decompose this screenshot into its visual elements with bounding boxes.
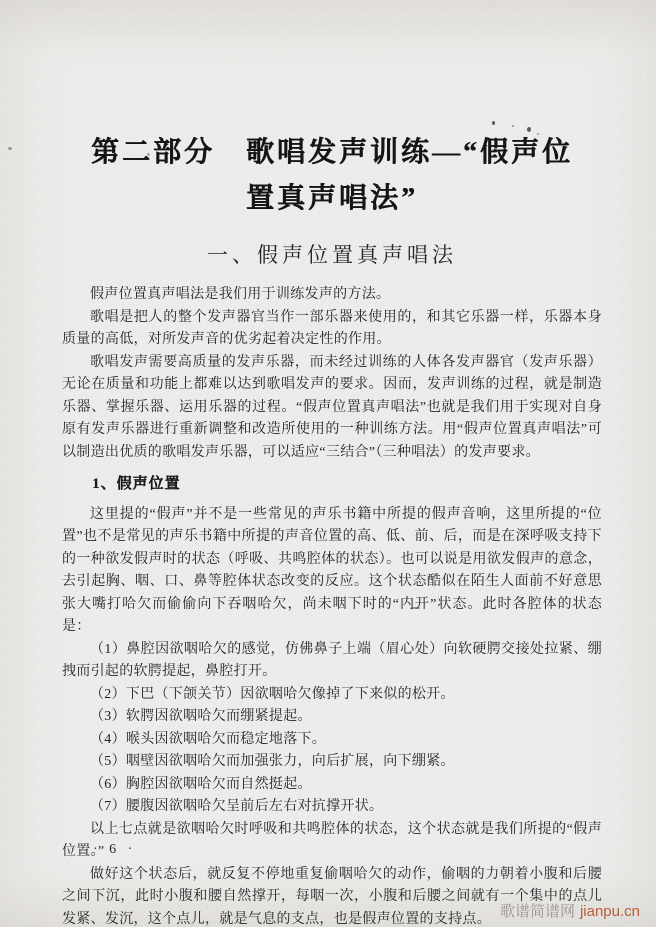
part-title-line2: 置真声唱法” (245, 183, 418, 214)
list-item-7: （7）腰腹因欲咽哈欠呈前后左右对抗撑开状。 (90, 799, 384, 814)
watermark-site-name: 歌谱简谱网 (499, 903, 575, 920)
paragraph-2: 歌唱是把人的整个发声器官当作一部乐器来使用的，和其它乐器一样，乐器本身质量的高低，对所发声音的优劣起着决定性的作用。 (62, 309, 602, 347)
list-item-3: （3）软腭因欲咽哈欠而绷紧提起。 (90, 709, 312, 724)
closing-paragraph-1: 以上七点就是欲咽哈欠时呼吸和共鸣腔体的状态，这个状态就是我们所提的“假声位置。” (62, 821, 602, 859)
list-item-2: （2）下巴（下颌关节）因欲咽哈欠像掉了下来似的松开。 (90, 686, 455, 702)
subsection-title: 1、假声位置 (92, 476, 181, 492)
watermark-site-url: jianpu.cn (579, 903, 640, 920)
watermark (500, 900, 640, 921)
page-content (62, 130, 602, 927)
list-item-5: （5）咽壁因欲咽哈欠而加强张力，向后扩展，向下绷紧。 (90, 754, 455, 769)
scan-speck (8, 147, 12, 150)
list-item-6: （6）胸腔因欲咽哈欠而自然挺起。 (90, 776, 312, 792)
scan-speck (492, 121, 495, 125)
scan-speck (512, 125, 514, 127)
paragraph-3: 歌唱发声需要高质量的发声乐器，而未经过训练的人体各发声器官（发声乐器）无论在质量和功能上都难以达到歌唱发声的要求。因而，发声训练的过程，就是制造乐器、掌握乐器、运用乐器的过程。“假声位置真声唱法”也就是我们用于实现对自身原有发声乐器进行重新调整和改造所使用的一种训练方法。用“假声位置真声唱法”可以制造出优质的歌唱发声乐器，可以适应“三结合”（三种唱法）的发声要求。 (62, 354, 602, 460)
list-item-4: （4）喉头因欲咽哈欠而稳定地落下。 (90, 731, 327, 747)
page-number: · 6 · (93, 842, 137, 857)
closing-paragraph-2: 做好这个状态后，就反复不停地重复偷咽哈欠的动作，偷咽的力朝着小腹和后腰之间下沉，此时小腹和腰自然撑开，每咽一次，小腹和后腰之间就有一个集中的点儿发紧、发沉，这个点儿，就是气息的支点，也是假声位置的支持点。 (62, 866, 602, 927)
subsection-intro: 这里提的“假声”并不是一些常见的声乐书籍中所提的假声音响，这里所提的“位置”也不是常见的声乐书籍中所提的声音位置的高、低、前、后，而是在深呼吸支持下的一种欲发假声时的状态（呼吸、共鸣腔体的状态）。也可以说是用欲发假声的意念，去引起胸、咽、口、鼻等腔体状态改变的反应。这个状态酷似在陌生人面前不好意思张大嘴打哈欠而偷偷向下吞咽哈欠，尚未咽下时的“内开”状态。此时各腔体的状态是： (62, 506, 602, 634)
section-title: 一、假声位置真声唱法 (207, 243, 457, 267)
body-text (62, 284, 602, 927)
part-title (62, 130, 602, 222)
part-title-line1: 第二部分 歌唱发声训练—“假声位 (90, 137, 573, 168)
list-item-1: （1）鼻腔因欲咽哈欠的感觉，仿佛鼻子上端（眉心处）向软硬腭交接处拉紧、绷拽而引起的软腭提起，鼻腔打开。 (62, 641, 602, 679)
paragraph-1: 假声位置真声唱法是我们用于训练发声的方法。 (90, 287, 391, 302)
